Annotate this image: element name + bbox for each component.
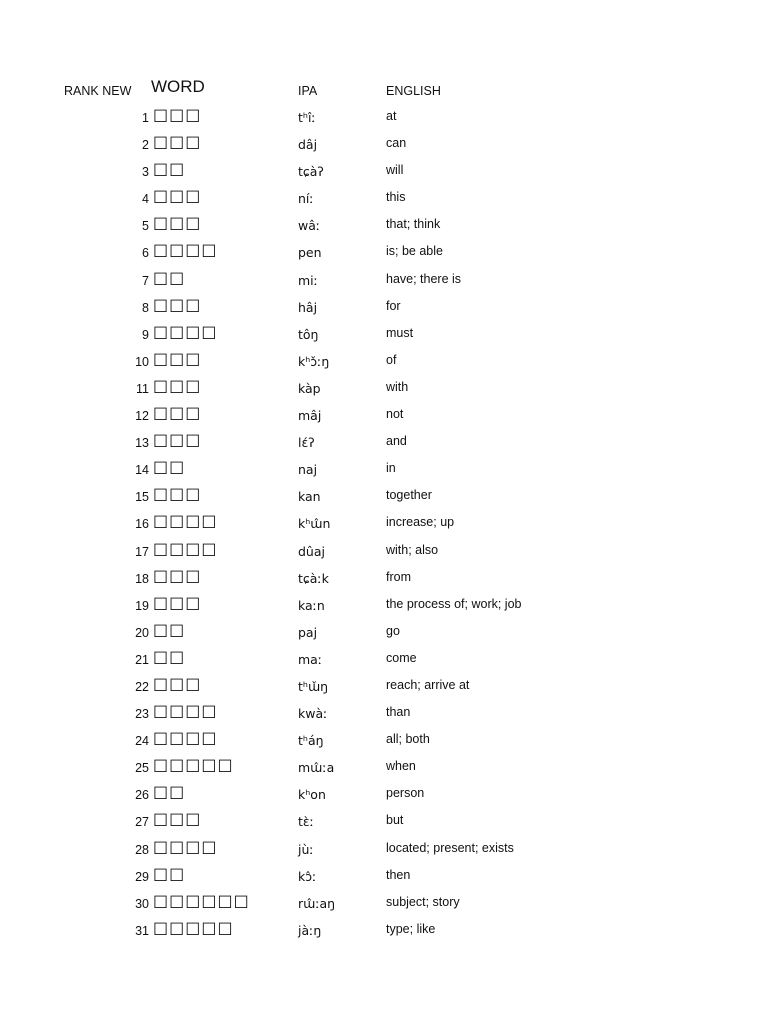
ipa-cell: kɔ̂ː [298,868,317,884]
rank-cell: 5 [142,219,149,234]
english-cell: at [386,109,397,123]
table-row [0,917,768,944]
english-cell: then [386,867,411,882]
english-cell: the process of; work; job [386,596,522,611]
table-row [0,131,768,158]
rank-cell: 16 [135,517,149,532]
ipa-cell: níː [298,191,314,207]
word-cell: □□□ [153,132,202,152]
rank-cell: 4 [142,192,149,207]
rank-cell: 9 [142,327,149,342]
rank-cell: 12 [135,409,149,424]
ipa-cell: naj [298,462,318,478]
word-cell: □□□□□□ [153,890,250,910]
word-cell: □□□ [153,565,202,585]
word-cell: □□□□ [153,321,218,341]
word-cell: □□ [153,782,186,802]
english-cell: increase; up [386,515,455,530]
table-row [0,158,768,185]
english-cell: for [386,298,401,313]
rank-cell: 13 [135,436,149,451]
ipa-cell: mɯ̂ːa [298,760,335,776]
table-row [0,429,768,456]
word-cell: □□□ [153,186,202,206]
ipa-cell: dûaj [298,543,325,559]
rank-cell: 6 [142,246,149,261]
rank-cell: 23 [135,707,149,722]
table-row [0,239,768,266]
word-rows [0,104,768,944]
word-cell: □□□□ [153,701,218,721]
table-row [0,185,768,212]
table-row [0,727,768,754]
table-row [0,700,768,727]
ipa-cell: wâː [298,218,321,234]
rank-cell: 31 [135,923,149,938]
rank-cell: 15 [135,490,149,505]
ipa-cell: kʰɔ̌ːŋ [298,353,330,369]
table-row [0,592,768,619]
table-row [0,890,768,917]
english-cell: with [386,379,409,394]
rank-cell: 30 [135,896,149,911]
table-row [0,510,768,537]
ipa-cell: tôŋ [298,326,319,342]
table-row [0,375,768,402]
english-cell: reach; arrive at [386,677,470,692]
english-cell: in [386,461,396,476]
rank-cell: 24 [135,734,149,749]
table-row [0,456,768,483]
english-cell: from [386,569,411,584]
english-cell: go [386,623,400,638]
rank-cell: 20 [135,625,149,640]
word-cell: □□□ [153,348,202,368]
english-cell: person [386,786,425,801]
header-english: ENGLISH [386,84,441,98]
rank-cell: 18 [135,571,149,586]
table-row [0,646,768,673]
word-cell: □□□□ [153,538,218,558]
ipa-cell: tɕàʔ [298,164,324,180]
ipa-cell: dâj [298,137,318,153]
english-cell: of [386,352,397,367]
english-cell: is; be able [386,244,443,259]
ipa-cell: jùː [298,841,314,857]
ipa-cell: kaːn [298,597,325,613]
ipa-cell: kʰɯ̂n [298,516,331,532]
ipa-cell: tɕàːk [298,570,329,586]
table-row [0,348,768,375]
table-row [0,673,768,700]
table-row [0,321,768,348]
word-cell: □□ [153,619,186,639]
ipa-cell: tʰîː [298,110,316,125]
header-word: WORD [151,77,205,96]
ipa-cell: kwàː [298,706,328,722]
word-cell: □□ [153,646,186,666]
ipa-cell: lɛ́ʔ [298,435,315,451]
table-row [0,781,768,808]
table-row [0,619,768,646]
word-cell: □□□□ [153,728,218,748]
ipa-cell: tʰáŋ [298,733,324,749]
word-cell: □□□ [153,403,202,423]
english-cell: together [386,488,432,503]
english-cell: will [386,163,404,178]
rank-cell: 28 [135,842,149,857]
rank-cell: 27 [135,815,149,830]
english-cell: this [386,190,406,205]
ipa-cell: kʰon [298,787,326,803]
english-cell: when [386,759,416,774]
word-cell: □□ [153,267,186,287]
rank-cell: 2 [142,138,149,153]
table-row [0,212,768,239]
word-cell: □□□ [153,592,202,612]
rank-cell: 26 [135,788,149,803]
english-cell: subject; story [386,894,460,909]
english-cell: can [386,136,407,151]
ipa-cell: paj [298,624,318,640]
rank-cell: 3 [142,165,149,180]
english-cell: than [386,705,411,720]
table-row [0,836,768,863]
word-cell: □□□□□ [153,755,234,775]
header-ipa: IPA [298,84,318,98]
table-row [0,104,768,131]
rank-cell: 19 [135,598,149,613]
english-cell: type; like [386,921,436,936]
word-cell: □□□ [153,105,202,124]
english-cell: must [386,325,414,340]
table-row [0,863,768,890]
word-cell: □□□□ [153,836,218,856]
english-cell: with; also [386,542,439,557]
ipa-cell: miː [298,272,318,288]
ipa-cell: tʰɯ̌ŋ [298,678,329,694]
ipa-cell: mâj [298,408,322,424]
rank-cell: 8 [142,300,149,315]
table-row [0,538,768,565]
word-cell: □□□ [153,809,202,829]
ipa-cell: tɛ̀ː [298,814,314,830]
word-cell: □□□ [153,294,202,314]
english-cell: have; there is [386,271,462,286]
english-cell: but [386,813,404,828]
english-cell: not [386,407,404,422]
word-cell: □□□ [153,213,202,233]
rank-cell: 10 [135,354,149,369]
rank-cell: 17 [135,544,149,559]
table-row [0,808,768,835]
word-cell: □□□□□ [153,917,234,937]
ipa-cell: kàp [298,380,321,396]
english-cell: come [386,650,417,665]
rank-cell: 25 [135,761,149,776]
english-cell: all; both [386,732,430,747]
english-cell: located; present; exists [386,840,514,855]
header-rank: RANK NEW [64,84,132,98]
ipa-cell: jàːŋ [298,922,322,938]
word-cell: □□□ [153,673,202,693]
table-row [0,402,768,429]
word-cell: □□□□ [153,240,218,260]
rank-cell: 7 [142,273,149,288]
ipa-cell: rɯ̂ːaŋ [298,895,336,911]
word-cell: □□□ [153,375,202,395]
word-cell: □□ [153,159,186,179]
ipa-cell: maː [298,651,323,667]
rank-cell: 22 [135,679,149,694]
table-row [0,754,768,781]
word-cell: □□ [153,863,186,883]
word-cell: □□□ [153,484,202,504]
word-cell: □□□ [153,430,202,450]
rank-cell: 11 [136,381,149,396]
ipa-cell: kan [298,489,321,505]
rank-cell: 21 [135,652,149,667]
table-row [0,565,768,592]
rank-cell: 14 [135,463,149,478]
ipa-cell: pen [298,245,322,261]
table-row [0,483,768,510]
word-cell: □□□□ [153,511,218,531]
ipa-cell: hâj [298,299,318,315]
word-cell: □□ [153,457,186,477]
table-row [0,267,768,294]
rank-cell: 29 [135,869,149,884]
english-cell: that; think [386,217,441,232]
table-row [0,294,768,321]
rank-cell: 1 [142,111,149,125]
english-cell: and [386,434,407,449]
